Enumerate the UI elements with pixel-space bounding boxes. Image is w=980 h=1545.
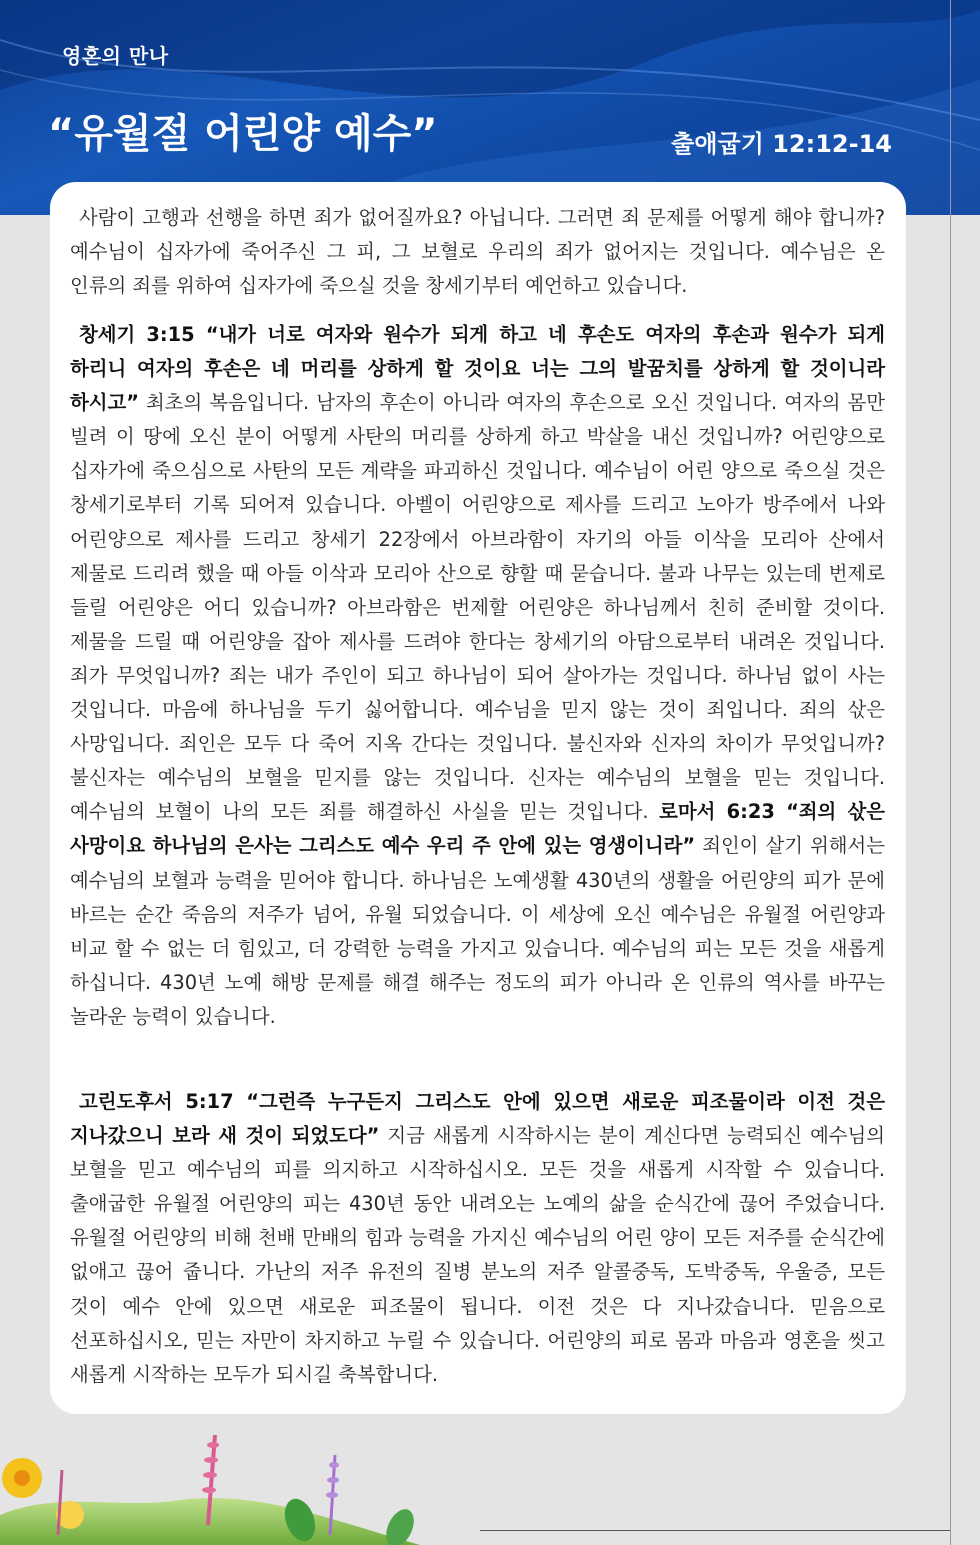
page-title: “유월절 어린양 예수”: [48, 111, 438, 157]
scripture-reference: 출애굽기 12:12-14: [671, 130, 892, 158]
verse-romans: 로마서 6:23 “죄의 삯은 사망이요 하나님의 은사는 그리스도 예수 우리 주 안에 있는 영생이니라”: [70, 800, 885, 858]
flower-meadow-illustration: [0, 1420, 980, 1545]
paragraph-genesis: [70, 318, 885, 1034]
paragraph-intro: [70, 201, 885, 303]
paragraph-romans-text: 죄인이 살기 위해서는 예수님의 보혈과 능력을 믿어야 합니다. 하나님은 노예생활 430년의 생활을 어린양의 피가 문에 바르는 순간 죽음의 저주가 넘어, 유월 되었습니다. 이 세상에 오신 예수님은 유월절 어린양과 비교 할 수 없는 더 힘있고, 더 강력한 능력을 가지고 있습니다. 예수님의 피는 모든 것을 새롭게 하십니다. 430년 노예 해방 문제를 해결 해주는 정도의 피가 아니라 온 인류의 역사를 바꾸는 놀라운 능력이 있습니다.: [70, 834, 885, 1028]
paragraph-intro-text: 사람이 고행과 선행을 하면 죄가 없어질까요? 아닙니다. 그러면 죄 문제를 어떻게 해야 합니까? 예수님이 십자가에 죽어주신 그 피, 그 보혈로 우리의 죄가 없어지는 것입니다. 예수님은 온 인류의 죄를 위하여 십자가에 죽으실 것을 창세기부터 예언하고 있습니다.: [70, 206, 885, 298]
verse-genesis: 창세기 3:15 “내가 너로 여자와 원수가 되게 하고 네 후손도 여자의 후손과 원수가 되게 하리니 여자의 후손은 네 머리를 상하게 할 것이요 너는 그의 발꿈치를 상하게 할 것이니라 하시고”: [70, 323, 885, 415]
paragraph-corinthians-text: 지금 새롭게 시작하시는 분이 계신다면 능력되신 예수님의 보혈을 믿고 예수님의 피를 의지하고 시작하십시오. 모든 것을 새롭게 시작할 수 있습니다. 출애굽한 유월절 어린양의 피는 430년 동안 내려오는 노예의 삶을 순식간에 끊어 주었습니다. 유월절 어린양의 비해 천배 만배의 힘과 능력을 가지신 예수님의 어린 양이 모든 저주를 순식간에 없애고 끊어 줍니다. 가난의 저주 유전의 질병 분노의 저주 알콜중독, 도박중독, 우울증, 모든 것이 예수 안에 있으면 새로운 피조물이 됩니다. 이전 것은 다 지나갔습니다. 믿음으로 선포하십시오, 믿는 자만이 차지하고 누릴 수 있습니다. 어린양의 피로 몸과 마음과 영혼을 씻고 새롭게 시작하는 모두가 되시길 축복합니다.: [70, 1124, 885, 1386]
paragraph-genesis-text: 최초의 복음입니다. 남자의 후손이 아니라 여자의 후손으로 오신 것입니다. 여자의 몸만 빌려 이 땅에 오신 분이 어떻게 사탄의 머리를 상하게 하고 박살을 내신 것입니까? 어린양으로 십자가에 죽으심으로 사탄의 모든 계략을 파괴하신 것입니다. 예수님이 어린 양으로 죽으실 것은 창세기로부터 기록 되어져 있습니다. 아벨이 어린양으로 제사를 드리고 노아가 방주에서 나와 어린양으로 제사를 드리고 창세기 22장에서 아브라함이 자기의 아들 이삭을 모리아 산에서 제물로 드리려 했을 때 아들 이삭과 모리아 산으로 향할 때 묻습니다. 불과 나무는 있는데 번제로 들릴 어린양은 어디 있습니까? 아브라함은 번제할 어린양은 하나님께서 친히 준비할 것이다. 제물을 드릴 때 어린양을 잡아 제사를 드려야 한다는 창세기의 아담으로부터 내려온 것입니다. 죄가 무엇입니까? 죄는 내가 주인이 되고 하나님이 되어 살아가는 것입니다. 하나님 없이 사는 것입니다. 마음에 하나님을 두기 싫어합니다. 예수님을 믿지 않는 것이 죄입니다. 죄의 삯은 사망입니다. 죄인은 모두 다 죽어 지옥 간다는 것입니다. 불신자와 신자의 차이가 무엇입니까? 불신자는 예수님의 보혈을 믿지를 않는 것입니다. 신자는 예수님의 보혈을 믿는 것입니다. 예수님의 보혈이 나의 모든 죄를 해결하신 사실을 믿는 것입니다.: [70, 391, 885, 824]
bottom-rule: [480, 1530, 950, 1531]
section-label: 영혼의 만나: [62, 44, 169, 68]
verse-corinthians: 고린도후서 5:17 “그런즉 누구든지 그리스도 안에 있으면 새로운 피조물이라 이전 것은 지나갔으니 보라 새 것이 되었도다”: [70, 1090, 885, 1148]
right-margin-rule: [950, 0, 951, 1545]
paragraph-corinthians: [70, 1085, 885, 1392]
